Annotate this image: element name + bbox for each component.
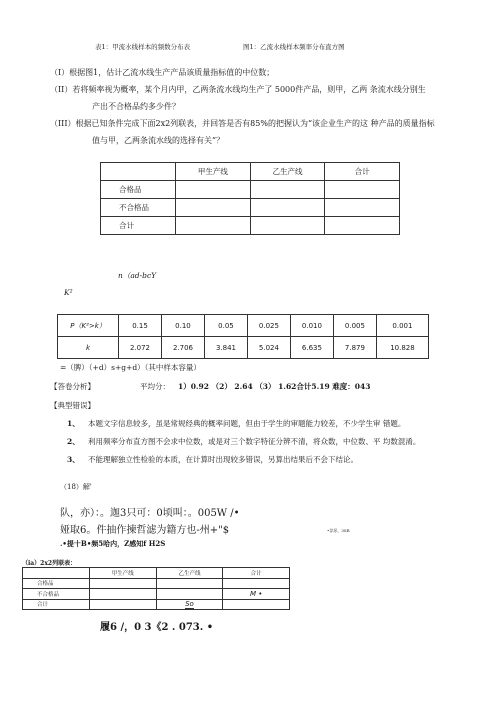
p-value-cell: 0.10 xyxy=(161,315,204,337)
scan-mark-so: So xyxy=(185,600,194,609)
k-value-cell: 7.879 xyxy=(333,337,376,359)
answer-label: （18）解' xyxy=(60,483,92,491)
table-cell[interactable] xyxy=(250,199,325,217)
error-2-text: 利用频率分布直方图不会求中位数，或是对三个数字特征分辨不清，将众数，中位数、平 均数混淆。 xyxy=(88,437,421,446)
formula-numerator: n（ad-bcY xyxy=(118,271,157,280)
scan-line-3: .•提十B•频5哈内，Z感知f H2S xyxy=(60,539,166,548)
scan-table xyxy=(22,567,290,610)
k-value-cell: 2.072 xyxy=(119,337,162,359)
question-2-line2: 产出不合格品约多少件？ xyxy=(92,102,180,111)
error-2-number: 2、 xyxy=(67,437,80,446)
error-1-number: 1、 xyxy=(67,419,80,428)
table-cell[interactable] xyxy=(176,217,251,235)
scan-table-header-total: 合计 xyxy=(223,568,290,579)
table-header-line-b: 乙生产线 xyxy=(250,163,325,181)
scan-row-label-qualified: 合格品 xyxy=(23,578,90,589)
k-value-cell: 2.706 xyxy=(161,337,204,359)
p-value-cell: 0.005 xyxy=(333,315,376,337)
analysis-label: 【答卷分析】 xyxy=(50,382,95,391)
scan-table-header-line-b: 乙生产线 xyxy=(156,568,223,579)
p-value-cell: 0.05 xyxy=(204,315,247,337)
scan-table-header-line-a: 甲生产线 xyxy=(89,568,156,579)
scan-line-1: 队，亦）：。迦3只可：0顷叫：。005W /• xyxy=(60,508,240,519)
error-1-text: 本题文字信息较多，虽是常规经典的概率问题，但由于学生的审题能力较差，不少学生审 错题。 xyxy=(88,419,406,428)
analysis-scores: 1）0.92 （2） 2.64 （3） 1.62合计5.19 难度：043 xyxy=(178,382,371,391)
error-3-number: 3、 xyxy=(67,455,80,464)
error-3-text: 不能理解独立性检验的本质，在计算时出现较多错误，另算出结果后不会下结论。 xyxy=(88,455,358,464)
figure1-caption: 图1：乙流水线样本频率分布直方图 xyxy=(243,43,345,51)
table1-caption: 表1：甲流水线样本的频数分布表 xyxy=(95,43,191,51)
question-3-line1: （III）根据已知条件完成下面2x2列联表，并回答是否有85%的把握认为“该企业生产的这 种产品的质量指标 xyxy=(50,119,435,128)
table-cell[interactable] xyxy=(250,181,325,199)
question-1: （Ⅰ）根据图1，估计乙流水线生产产品该质量指标值的中位数； xyxy=(50,68,275,77)
table-cell[interactable] xyxy=(250,217,325,235)
table-header-total: 合计 xyxy=(325,163,400,181)
formula-lhs: K² xyxy=(64,288,73,297)
k-row-label: k xyxy=(58,337,119,359)
scan-row-label-unqualified: 不合格品 xyxy=(23,589,90,600)
scan-line-2: 娅取6。件抽作揀哲滤为籍方也-州+"$ xyxy=(60,525,230,536)
table-header-blank xyxy=(101,163,176,181)
k-value-cell: 5.024 xyxy=(247,337,290,359)
table-cell[interactable] xyxy=(176,181,251,199)
scan-table-header-blank xyxy=(23,568,90,579)
scan-row-label-total: 合计 xyxy=(23,599,90,610)
contingency-table xyxy=(100,162,400,235)
p-row-label: P（K²>k） xyxy=(58,315,119,337)
p-value-cell: 0.15 xyxy=(119,315,162,337)
critical-value-table xyxy=(57,314,429,359)
p-value-cell: 0.001 xyxy=(376,315,428,337)
formula-note: =（脾）（+d）s+g+d）（其中样本容量） xyxy=(60,363,201,372)
question-2-line1: （II）若将频率视为概率，某个月内甲，乙两条流水线均生产了 5000件产品，则甲，乙两 条流水线分别生 xyxy=(50,85,426,94)
k-value-cell: 3.841 xyxy=(204,337,247,359)
table-cell[interactable] xyxy=(325,199,400,217)
scan-bottom-line: 履6 /，0 3《2 . 073. • xyxy=(100,622,214,633)
table-row-label-qualified: 合格品 xyxy=(101,181,176,199)
analysis-prefix: 平均分： xyxy=(140,382,170,391)
table-cell[interactable] xyxy=(325,181,400,199)
p-value-cell: 0.025 xyxy=(247,315,290,337)
table-row-label-unqualified: 不合格品 xyxy=(101,199,176,217)
scan-table-title: （ia）2x2列联表： xyxy=(22,560,77,567)
table-cell[interactable] xyxy=(176,199,251,217)
k-value-cell: 6.635 xyxy=(290,337,333,359)
p-value-cell: 0.010 xyxy=(290,315,333,337)
table-cell[interactable] xyxy=(325,217,400,235)
table-header-line-a: 甲生产线 xyxy=(176,163,251,181)
table-row-label-total: 合计 xyxy=(101,217,176,235)
k-value-cell: 10.828 xyxy=(376,337,428,359)
question-3-line2: 值与甲，乙两条流水线的选择有关”？ xyxy=(92,136,225,145)
scan-line-2-tag: •淙尿，3SR xyxy=(327,528,350,533)
scan-mark-m: M • xyxy=(223,589,290,600)
errors-title: 【典型错误】 xyxy=(50,401,95,410)
